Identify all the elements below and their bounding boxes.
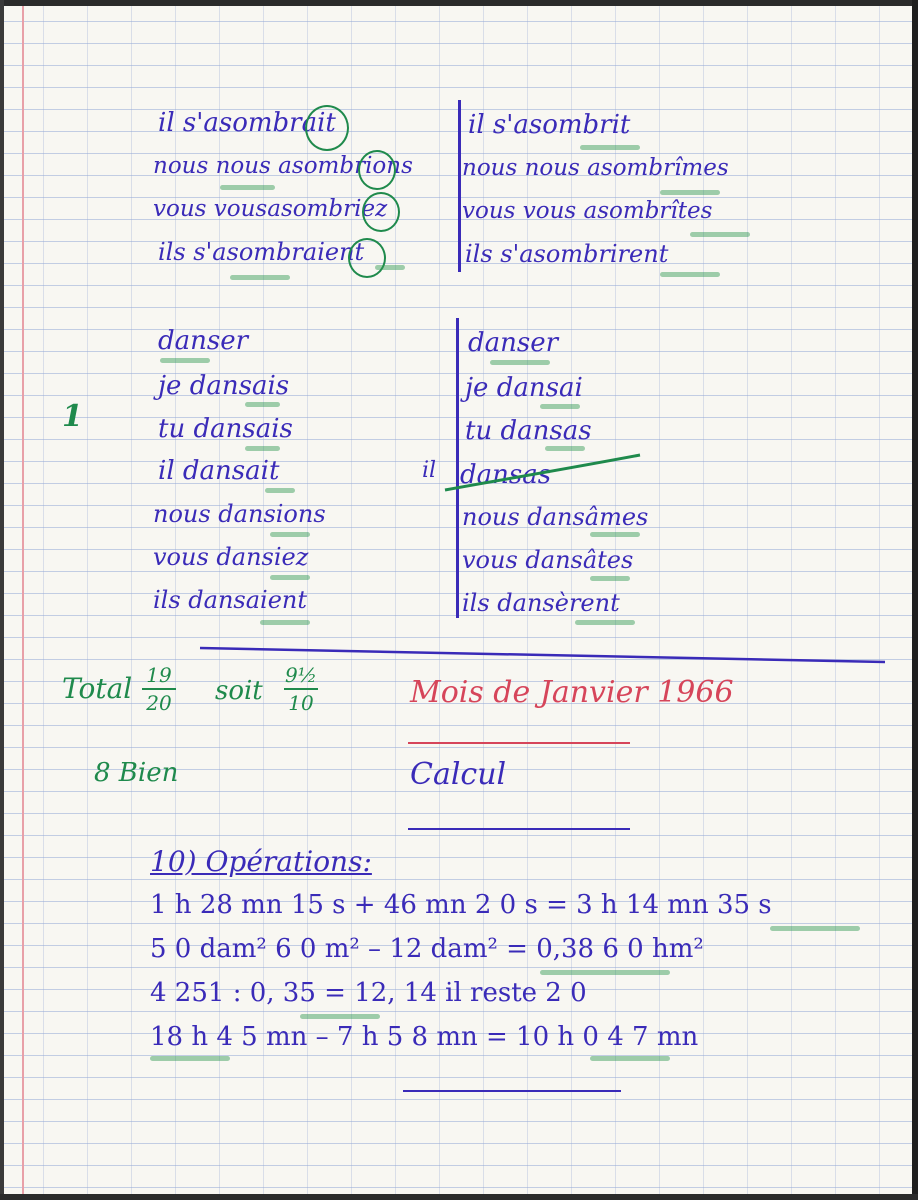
correction-circle <box>358 150 396 190</box>
left-conjugation-line: il dansait <box>158 456 280 486</box>
green-highlight <box>580 145 640 150</box>
blue-underline <box>408 828 630 830</box>
operation-line: 18 h 4 5 mn – 7 h 5 8 mn = 10 h 0 4 7 mn <box>150 1022 699 1052</box>
green-highlight <box>270 532 310 537</box>
right-conjugation-line: vous vous asombrîtes <box>462 198 713 224</box>
page-edge <box>912 0 918 1200</box>
green-highlight <box>590 532 640 537</box>
right-conjugation-line: nous dansâmes <box>462 503 649 531</box>
green-highlight <box>545 446 585 451</box>
operation-line: 1 h 28 mn 15 s + 46 mn 2 0 s = 3 h 14 mn 35 s <box>150 890 772 920</box>
green-highlight <box>160 358 210 363</box>
left-conjugation-line: nous nous asombrions <box>153 153 413 179</box>
operation-line: 5 0 dam² 6 0 m² – 12 dam² = 0,38 6 0 hm² <box>150 934 704 964</box>
green-highlight <box>260 620 310 625</box>
converted-fraction <box>284 665 318 713</box>
operations-title: 10) Opérations: <box>150 845 372 878</box>
grade-label: 8 Bien <box>94 758 179 788</box>
green-highlight <box>770 926 860 931</box>
green-highlight <box>245 446 280 451</box>
right-conjugation-line: ils dansèrent <box>462 589 620 617</box>
right-conjugation-line: dansas <box>460 460 552 490</box>
left-conjugation-line: je dansais <box>158 371 290 401</box>
green-highlight <box>590 576 630 581</box>
correction-circle <box>348 238 386 278</box>
correction-circle <box>305 105 349 151</box>
left-conjugation-line: danser <box>158 326 249 356</box>
converted-denominator: 10 <box>288 691 314 715</box>
score-numerator: 19 <box>146 663 172 687</box>
correction-circle <box>362 192 400 232</box>
green-highlight <box>590 1056 670 1061</box>
red-underline <box>408 742 630 744</box>
right-conjugation-line: ils s'asombrirent <box>465 240 669 268</box>
left-conjugation-line: tu dansais <box>158 414 293 444</box>
converted-numerator: 9½ <box>284 663 318 687</box>
green-highlight <box>265 488 295 493</box>
left-conjugation-line: il s'asombrait <box>158 108 336 138</box>
green-correction-stroke <box>440 450 650 500</box>
left-conjugation-line: nous dansions <box>153 500 326 528</box>
right-conjugation-line: il s'asombrit <box>468 110 631 140</box>
right-conjugation-line: tu dansas <box>465 416 592 446</box>
month-heading: Mois de Janvier 1966 <box>410 675 734 710</box>
green-highlight <box>220 185 275 190</box>
page-edge <box>0 1194 918 1200</box>
right-conjugation-line: je dansai <box>465 373 583 403</box>
green-highlight <box>230 275 290 280</box>
green-highlight <box>490 360 550 365</box>
column-divider <box>458 100 461 272</box>
score-denominator: 20 <box>146 691 172 715</box>
left-conjugation-line: ils s'asombraient <box>158 238 365 266</box>
inserted-word: il <box>422 458 437 483</box>
correction-mark: 1 <box>62 399 83 434</box>
green-highlight <box>690 232 750 237</box>
green-highlight <box>540 404 580 409</box>
total-label: Total <box>62 672 133 705</box>
section-heading: Calcul <box>410 757 507 792</box>
closing-rule <box>403 1090 621 1092</box>
green-highlight <box>660 190 720 195</box>
score-fraction <box>142 665 176 713</box>
left-conjugation-line: vous vousasombriez <box>153 196 388 222</box>
page-edge <box>0 0 918 6</box>
green-highlight <box>375 265 405 270</box>
margin-line <box>22 0 24 1200</box>
green-highlight <box>660 272 720 277</box>
left-conjugation-line: ils dansaient <box>153 586 308 614</box>
green-highlight <box>150 1056 230 1061</box>
left-conjugation-line: vous dansiez <box>153 543 309 571</box>
right-conjugation-line: nous nous asombrîmes <box>462 155 729 181</box>
green-highlight <box>575 620 635 625</box>
page-edge <box>0 0 4 1200</box>
green-highlight <box>245 402 280 407</box>
soit-label: soit <box>215 676 263 706</box>
operation-line: 4 251 : 0, 35 = 12, 14 il reste 2 0 <box>150 978 587 1008</box>
green-highlight <box>270 575 310 580</box>
right-conjugation-line: danser <box>468 328 559 358</box>
green-highlight <box>540 970 670 975</box>
green-highlight <box>300 1014 380 1019</box>
right-conjugation-line: vous dansâtes <box>462 546 634 574</box>
